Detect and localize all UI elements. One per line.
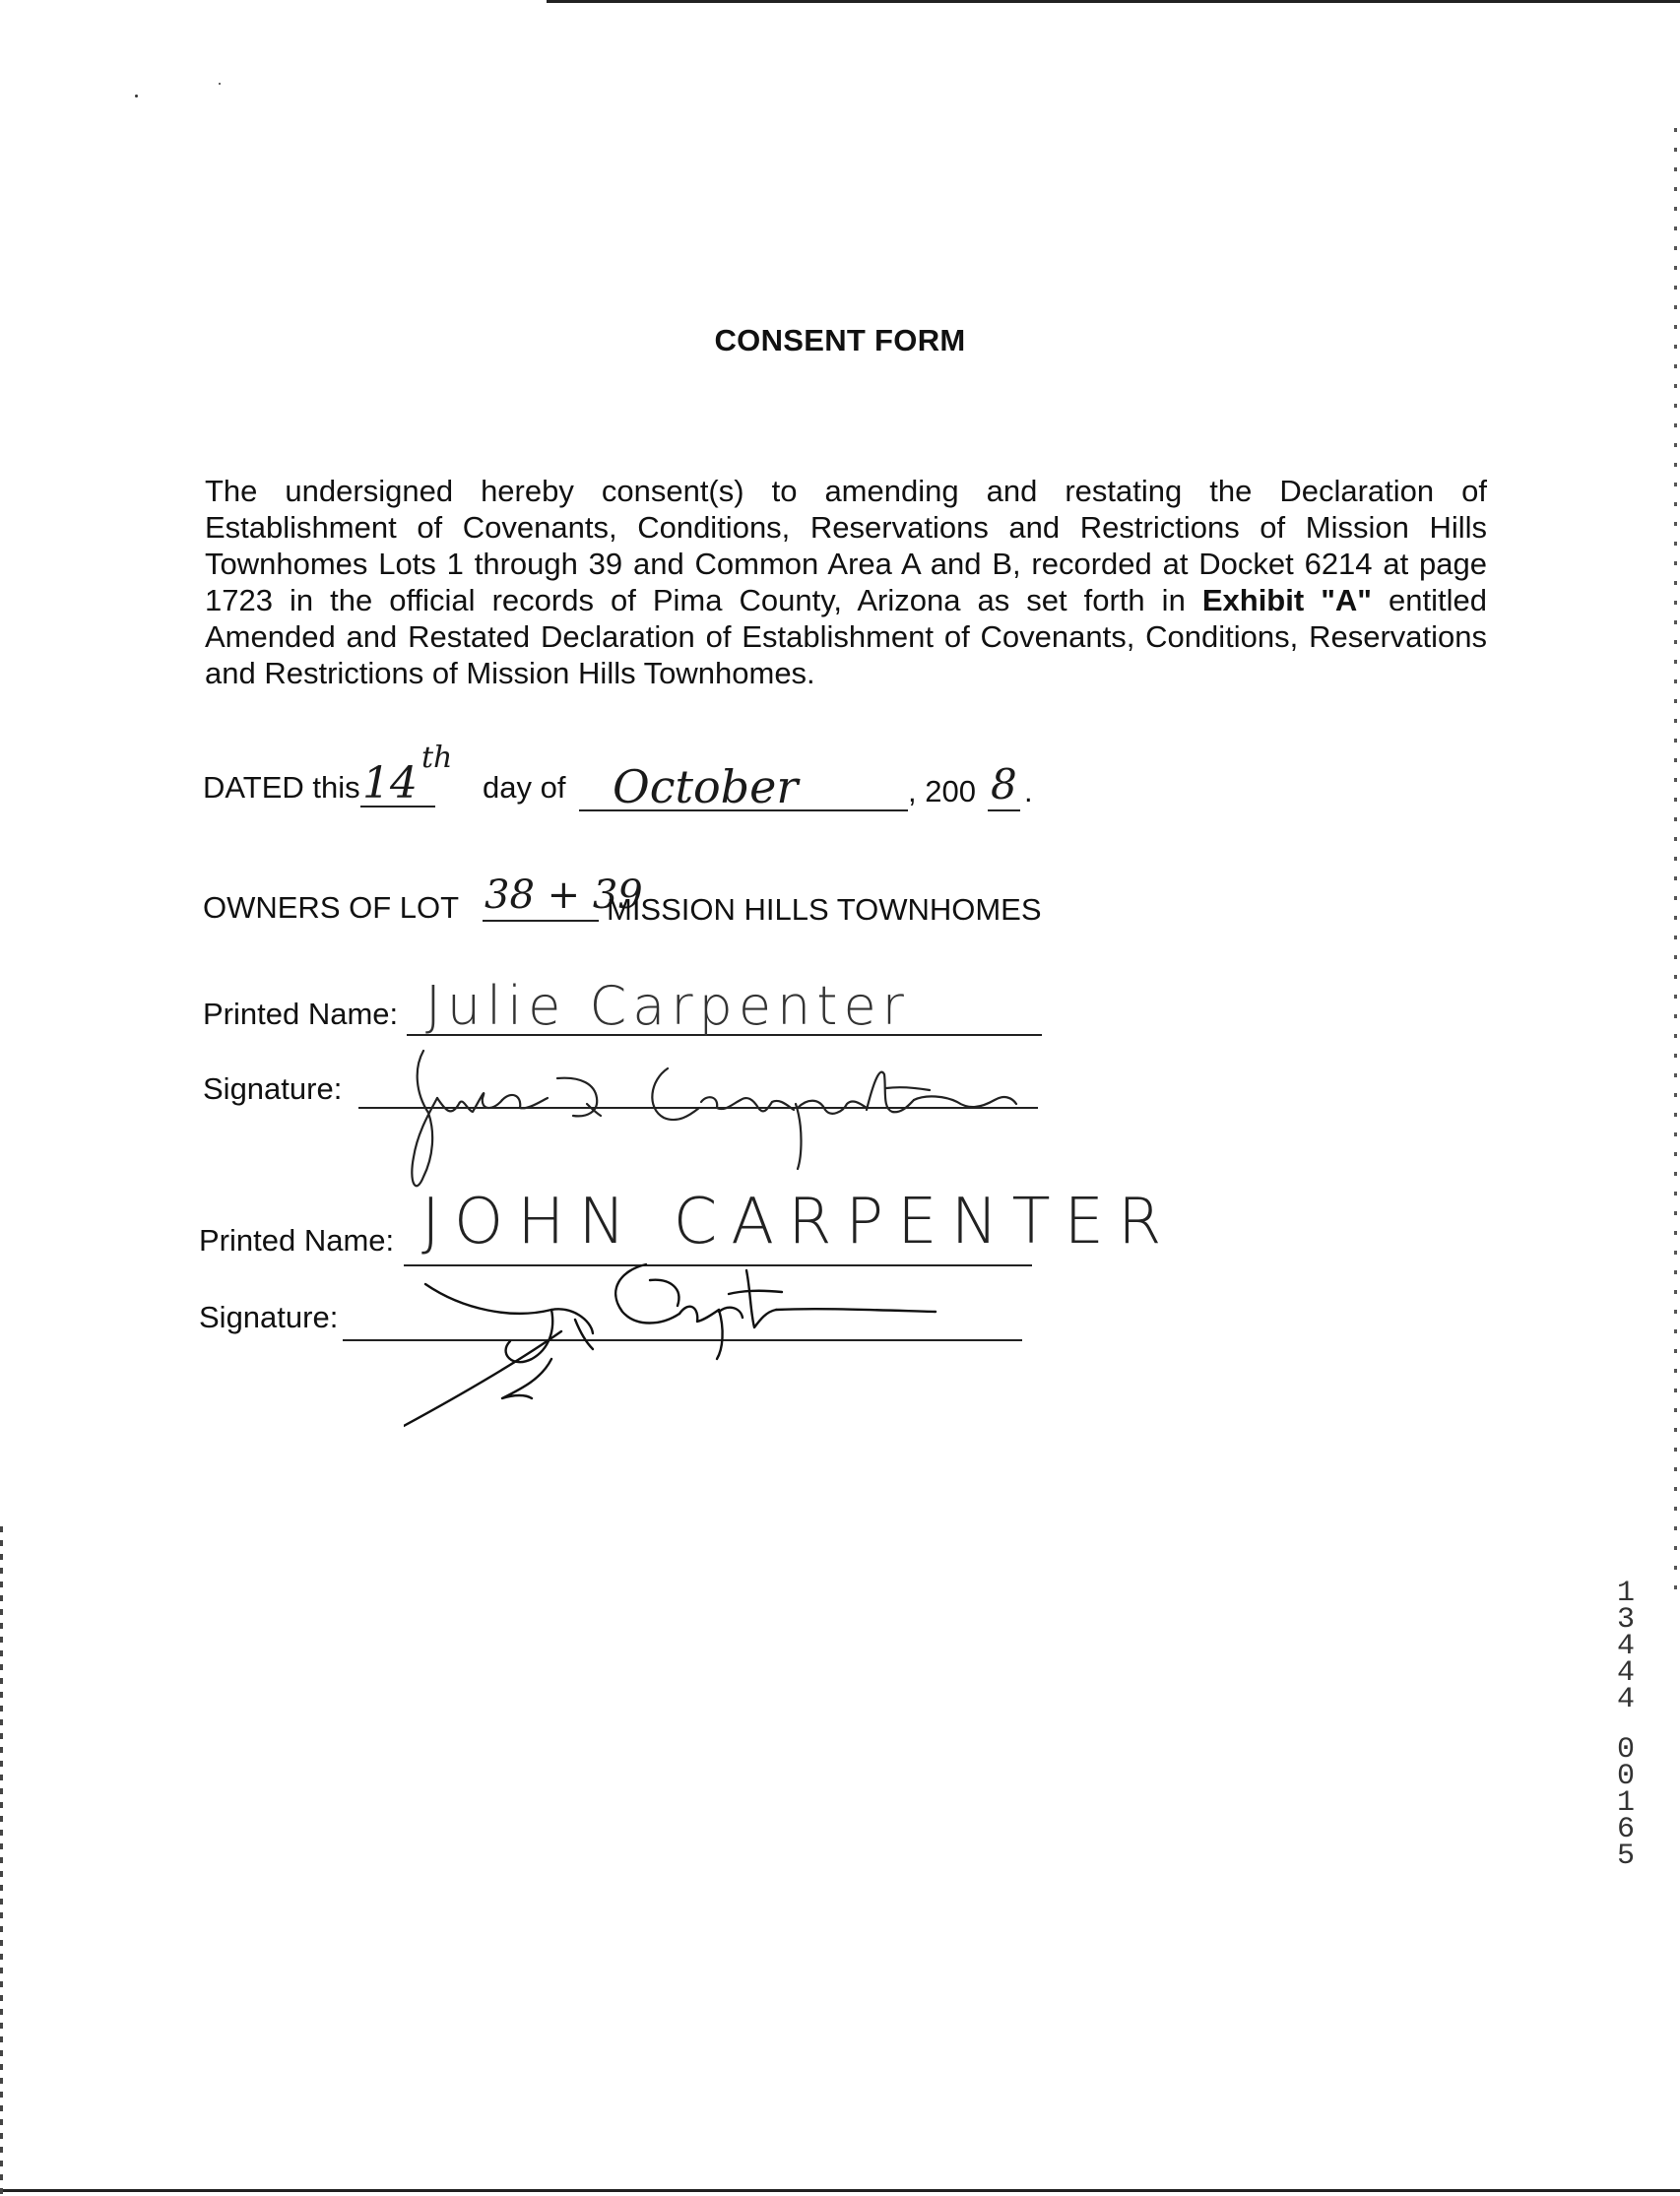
year-blank — [988, 809, 1020, 811]
printed-name-label: Printed Name: — [203, 997, 399, 1031]
stamp-digit: 4 — [1616, 1683, 1635, 1716]
owners-suffix: MISSION HILLS TOWNHOMES — [607, 892, 1042, 927]
stamp-digit: 0 — [1616, 1733, 1635, 1767]
year-period: . — [1024, 774, 1033, 808]
scan-left-edge — [0, 1526, 3, 2196]
stamp-digit: 4 — [1616, 1630, 1635, 1663]
dated-label: DATED this — [203, 770, 360, 805]
signature-label: Signature: — [203, 1071, 343, 1106]
consent-paragraph-text: The undersigned hereby consent(s) to amending and restating the Declaration of Establishment of Covenants, Conditions, Reservations and Restrictions of Mission Hills Townhomes Lots 1 through 39 and Common Area A and B, recorded at Docket 6214 at page 1723 in the official records of Pima County, Arizona as set forth in — [205, 474, 1487, 617]
stamp-digit: 0 — [1616, 1760, 1635, 1793]
year-prefix: , 200 — [908, 774, 976, 808]
handwritten-day-suffix: th — [421, 741, 453, 775]
scan-bottom-border — [0, 2189, 1680, 2192]
consent-paragraph-text-2: entitled Amended and Restated Declaration of Establishment of Covenants, Conditions, Reservations and Restrictions of Mission Hills Townhomes. — [205, 583, 1487, 690]
stamp-digit: 1 — [1616, 1577, 1635, 1610]
stamp-digit: 6 — [1616, 1813, 1635, 1846]
form-title: CONSENT FORM — [714, 323, 966, 357]
consent-paragraph — [205, 473, 1487, 691]
handwritten-day: 14 — [362, 758, 418, 808]
handwritten-month: October — [613, 760, 799, 813]
owners-label: OWNERS OF LOT — [203, 890, 460, 925]
printed-name-label: Printed Name: — [199, 1223, 395, 1258]
signature-john-carpenter — [404, 1251, 955, 1438]
handwritten-year-digit: 8 — [991, 760, 1017, 808]
scan-speck — [219, 83, 221, 85]
handwritten-printed-name: JOHN CARPENTER — [421, 1186, 1176, 1259]
handwritten-lot-numbers: 38 + 39 — [485, 872, 643, 918]
signature-label: Signature: — [199, 1300, 339, 1334]
lot-blank — [483, 920, 599, 922]
stamp-digit: 4 — [1616, 1656, 1635, 1690]
stamp-digit: 3 — [1616, 1603, 1635, 1637]
signature-julie-carpenter — [355, 1039, 1123, 1206]
stamp-digit: 5 — [1616, 1840, 1635, 1873]
exhibit-reference: Exhibit "A" — [1201, 583, 1372, 617]
stamp-digit: 1 — [1616, 1786, 1635, 1820]
document-stamp-number — [1611, 1577, 1641, 1873]
handwritten-printed-name: Julie Carpenter — [425, 975, 910, 1037]
scan-speck — [135, 95, 138, 97]
scan-top-border — [547, 0, 1680, 3]
day-of-label: day of — [483, 770, 566, 805]
